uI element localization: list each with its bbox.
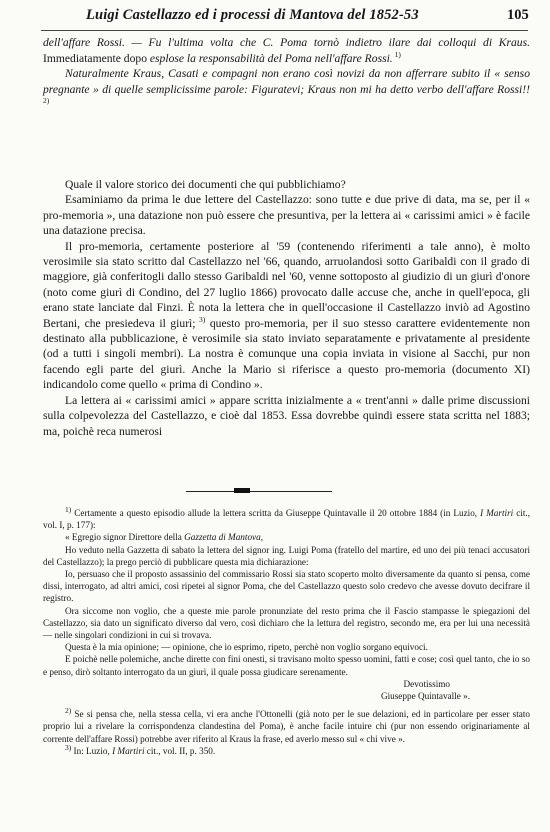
footnote-2: [43, 708, 530, 745]
body-continuation: [43, 35, 530, 113]
footnote-1-signoff: Devotissimo: [403, 678, 450, 689]
paragraph-1-normal: Immediatamente dopo: [43, 51, 150, 65]
footnote-1-italic: I Martiri: [480, 508, 514, 518]
paragraph-5-a: Il pro-memoria, certamente posteriore al '59 (contenendo riferimenti a tale anno), è molto verosimile sia stato scritto dal Castellazzo nel '66, quando, arruolandosi sotto Garibaldi con il grado di maggiore, già conferitogli dallo stesso Garibaldi nel '60, venne sottoposto al giudizio di un giurì d'onore (noto come giurì di Condino, del 27 luglio 1866) provocato dalle accuse che, anche in quell'epoca, gli erano state lanciate dal Finzi. È nota la lettera che in quell'occasione il Castellazzo inviò ad Agostino Bertani, che presiedeva il giurì;: [43, 239, 530, 330]
footnote-1-quote-1-text: « Egregio signor Direttore della: [65, 532, 185, 543]
footnote-1-signature: Giuseppe Quintavalle ».: [380, 691, 470, 702]
footnote-1-quote-1-italic: Gazzetta di Mantova,: [184, 532, 264, 543]
paragraph-3: Quale il valore storico dei documenti che qui pubblichiamo?: [65, 178, 346, 191]
footnote-3: [43, 742, 530, 757]
footnote-3-italic: I Martiri: [112, 745, 145, 756]
footnote-1-quote-3: Io, persuaso che il proposto assassinio del commissario Rossi sia stato scoperto molto diversamente da quanto si pensa, come dissi, interrogato, ad altri amici, così ripetei al signor Poma, che del Castellazzo questo solo credevo che avesse dovuto decifrare il registro.: [43, 569, 530, 604]
page-number: 105: [507, 7, 529, 23]
paragraph-2: [43, 66, 530, 113]
footnote-1-quote-6: E poichè nelle polemiche, anche dirette con fini onesti, si travisano molto spesso uomini, fatti e cose; così quel tanto, che io so e penso, dirò soltanto interrogato da un giurì, il quale possa giudicare serenamente.: [43, 654, 530, 677]
footnote-3-text-b: cit., vol. II, p. 350.: [144, 745, 216, 756]
paragraph-6: La lettera ai « carissimi amici » appare scritta inizialmente a « trent'anni » dalle prime discussioni sulla colpevolezza del Castellazzo, e cioè dal 1853. Essa dovrebbe quindi essere stata scritta nel 1883; ma, poichè reca numerosi: [43, 393, 530, 438]
footnote-1-quote-4: Ora siccome non voglio, che a queste mie parole pronunziate del resto prima che il Fascio stampasse le spiegazioni del Castellazzo, sia dato un significato diverso dal vero, così dichiaro che la lettura del registro, secondo me, era per lui una necessità — nelle singolari condizioni in cui si trovava.: [43, 605, 530, 641]
footnote-1-quote-2: Ho veduto nella Gazzetta di sabato la lettera del signor ing. Luigi Poma (fratello del martire, ed uno dei più tenaci accusatori del Castellazzo); la prego perciò di pubblicare questa mia dichiarazione:: [43, 544, 530, 567]
footnote-3-number: 3): [65, 742, 72, 752]
footnote-1: [43, 504, 530, 531]
footnote-1-number: 1): [65, 504, 72, 514]
ink-blot-mark: [234, 488, 250, 493]
footnote-ref-3: 3): [195, 314, 206, 324]
footnote-ref-1: 1): [392, 49, 401, 59]
footnote-ref-2: 2): [43, 96, 50, 106]
footnote-1-quote-5: Questa è la mia opinione; — opinione, che io esprimo, ripeto, perchè non voglio sorgano equivoci.: [65, 642, 428, 653]
body-main: [43, 177, 530, 439]
paragraph-2-italic: Naturalmente Kraus, Casati e compagni non erano così novizi da non afferrare subito il « senso pregnante » di quelle semplicissime parole: Figuratevi; Kraus non mi ha detto verbo dell'affare Rossi!!: [43, 67, 530, 96]
footnotes: [43, 504, 530, 757]
footnote-1-text-b: cit., vol. I, p. 177):: [43, 508, 530, 531]
running-header: Luigi Castellazzo ed i processi di Mantova del 1852-53: [86, 7, 419, 23]
footnote-2-text: Se si pensa che, nella stessa cella, vi era anche l'Ottonelli (già noto per le sue delazioni, ed in particolare per esser stato proprio lui a rivelare la corrispondenza clandestina del Poma), è anche facile intuire chi (pur non essendo originariamente al corrente dell'affare Rossi) potrebbe aver riferito al Kraus la frase, ed averlo messo sul « chi vive ».: [43, 709, 530, 744]
paragraph-4: Esaminiamo da prima le due lettere del Castellazzo: sono tutte e due prive di data, ma se, per il « pro-memoria », una datazione non può essere che presuntiva, per la lettera ai « carissimi amici » è facile una datazione precisa.: [43, 193, 530, 238]
footnote-separator: [186, 491, 332, 492]
header-rule: [41, 30, 528, 31]
paragraph-1: [43, 35, 530, 66]
footnote-1-text-a: Certamente a questo episodio allude la lettera scritta da Giuseppe Quintavalle il 20 ottobre 1884 (in Luzio,: [71, 508, 481, 518]
paragraph-1-italic-b: esplose la responsabilità del Poma nell'affare Rossi.: [149, 51, 393, 65]
paragraph-5: [43, 239, 530, 393]
footnote-1-quote-1: [43, 531, 530, 543]
paragraph-5-b: questo pro-memoria, per il suo stesso carattere evidentemente non destinato alla pubblicazione, è verosimile sia stato inviato separatamente e privatamente al presidente (od a tutti i singoli membri). La nostra è comunque una copia inviata in visione al Sacchi, pur non facendo egli parte del giurì. Anche la Mario si riferisce a questo pro-memoria (documento XI) indicandolo come quello « prima di Condino ».: [43, 316, 530, 392]
footnote-3-text-a: In: Luzio,: [71, 745, 113, 756]
paragraph-1-italic-a: dell'affare Rossi. — Fu l'ultima volta che C. Poma tornò indietro ilare dai colloqui di Kraus.: [43, 36, 530, 49]
footnote-2-number: 2): [65, 706, 72, 716]
